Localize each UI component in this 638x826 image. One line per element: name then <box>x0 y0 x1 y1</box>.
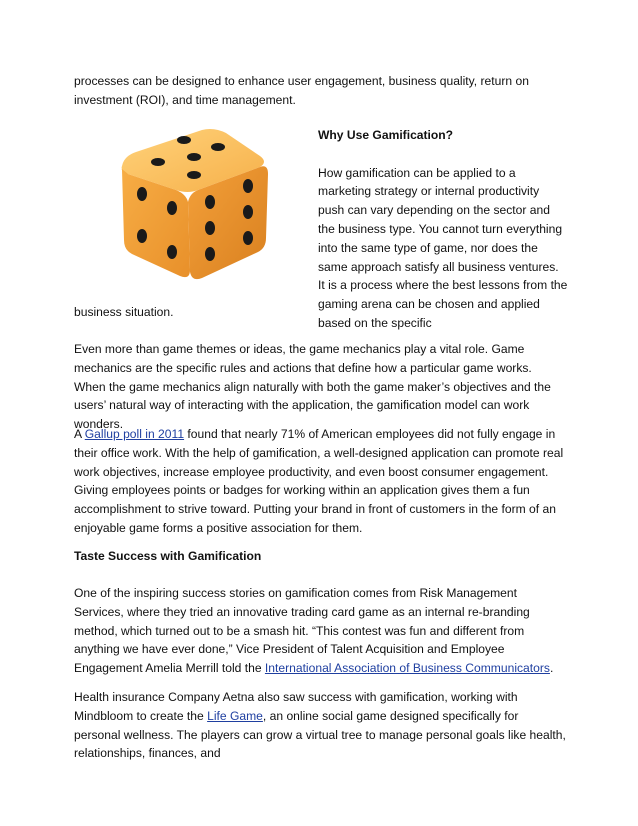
gallup-poll-link[interactable]: Gallup poll in 2011 <box>84 427 185 441</box>
dice-icon <box>110 120 275 285</box>
iabc-link[interactable]: International Association of Business Communicators <box>264 661 550 676</box>
aetna-paragraph: Health insurance Company Aetna also saw success with gamification, working with Mindbloom to create the Life Game, an online social game designed specifically for personal wellness. The players can grow a virtual tree to manage personal goals like health, relationships, finances, and <box>74 690 566 761</box>
rms-paragraph: One of the inspiring success stories on gamification comes from Risk Management Services, where they tried an innovative trading card game as an internal re-branding method, which turned out to be a smash hit. “This contest was fun and different from anything we have ever done,” Vice President of Talent Acquisition and Employee Engagement Amelia Merrill told the International Association of Business Communicators. <box>74 586 554 676</box>
intro-paragraph: processes can be designed to enhance user engagement, business quality, return on investment (ROI), and time management. <box>74 74 529 107</box>
gallup-paragraph: A Gallup poll in 2011 found that nearly 71% of American employees did not fully engage in their office work. With the help of gamification, a well-designed application can promote real work objectives, increase employee productivity, and even boost consumer engagement. Giving employees points or badges for working within an application gives them a fun accomplishment to strive toward. Putting your brand in front of customers in the form of an enjoyable game forms a positive association for them. <box>74 427 564 535</box>
why-paragraph: How gamification can be applied to a marketing strategy or internal productivity push can vary depending on the sector and the business type. You cannot turn everything into the same type of game, nor does the same approach satisfy all business ventures. It is a process where the best lessons from the gaming arena can be chosen and applied based on the specific <box>318 165 568 330</box>
section-heading: Why Use Gamification? <box>318 128 454 142</box>
mechanics-paragraph: Even more than game themes or ideas, the game mechanics play a vital role. Game mechanics are the specific rules and actions that define how a particular game works. When the game mechanics align naturally with both the game maker’s objectives and the users’ natural way of interacting with the application, the gamification model can work wonders. <box>74 342 551 432</box>
section-heading: Taste Success with Gamification <box>74 549 262 563</box>
why-paragraph-tail: business situation. <box>74 305 174 319</box>
why-gamification-section <box>318 126 568 333</box>
life-game-link[interactable]: Life Game <box>207 708 263 723</box>
